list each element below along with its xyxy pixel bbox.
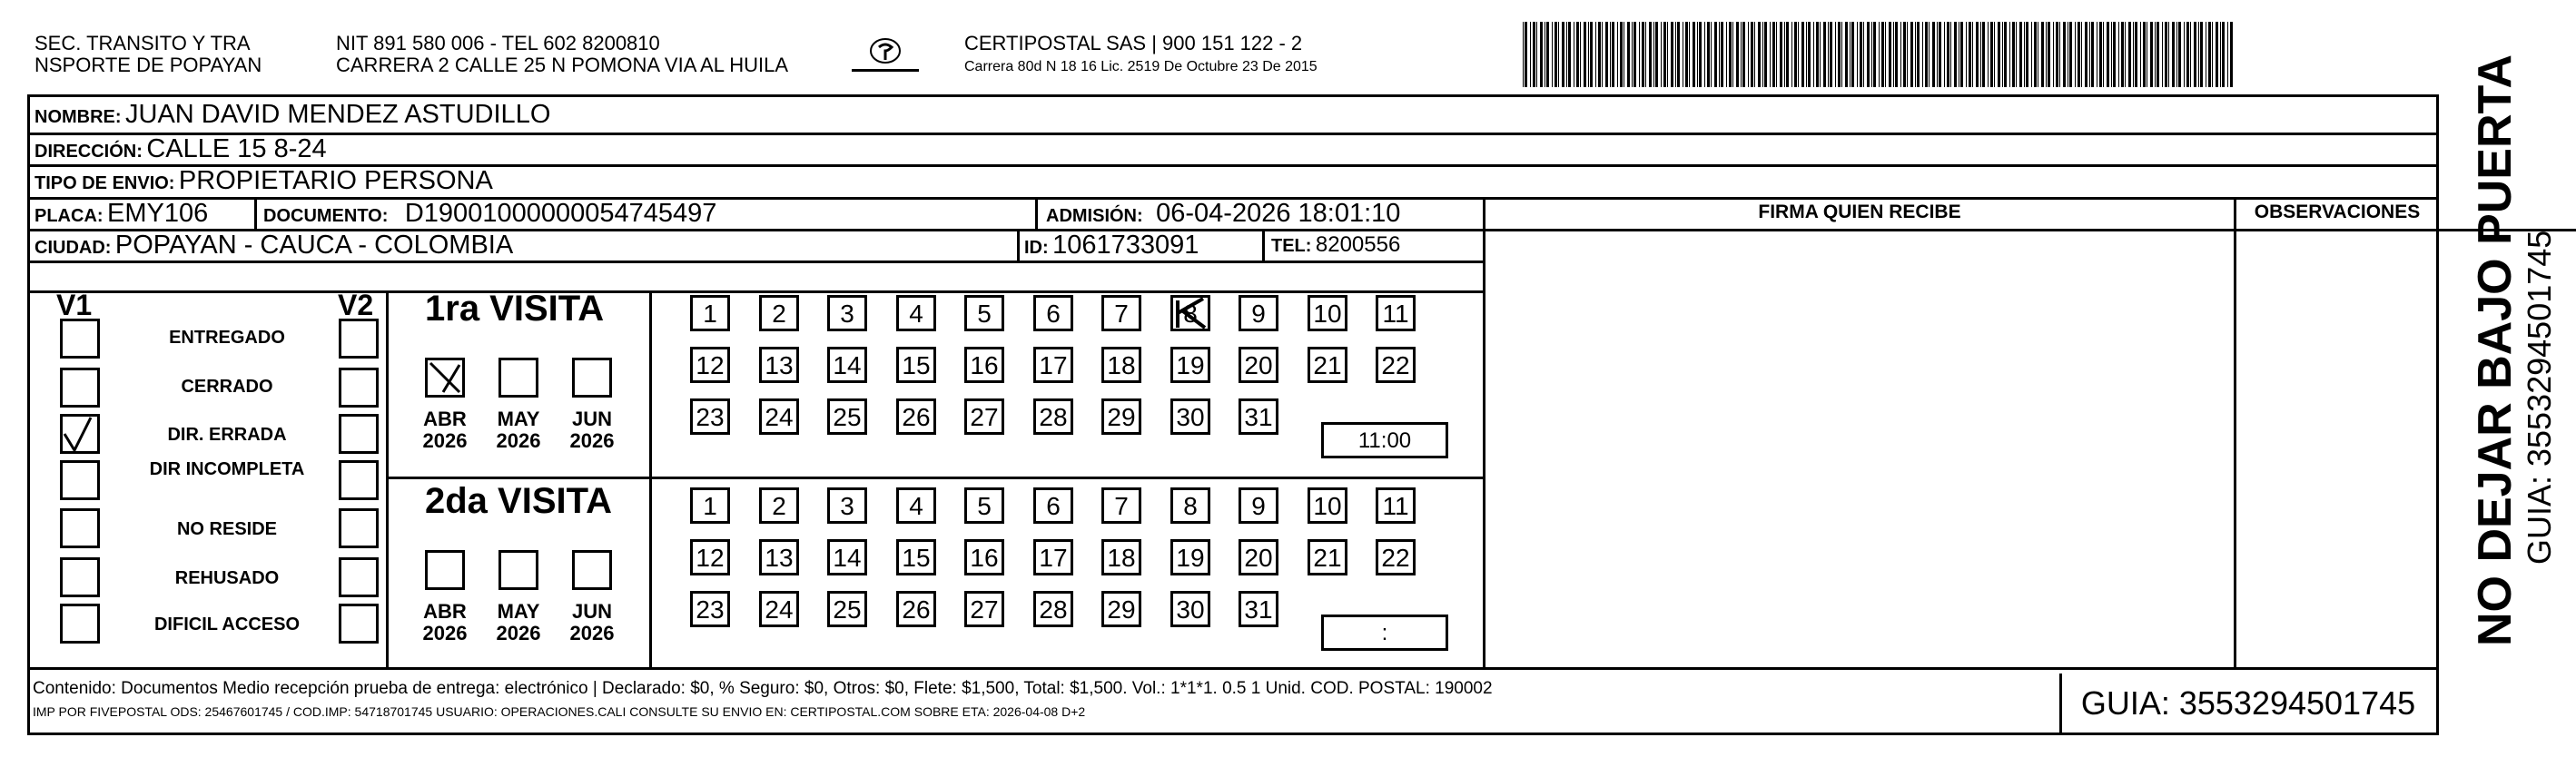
- visit-day-box[interactable]: 4: [896, 487, 936, 524]
- name-field: [35, 98, 550, 135]
- second-visit-year-may: 2026: [496, 622, 541, 644]
- visit-day-box[interactable]: 27: [964, 591, 1004, 627]
- visit-day-box[interactable]: 18: [1101, 347, 1141, 383]
- signature-column-title: FIRMA QUIEN RECIBE: [1758, 202, 1961, 222]
- rule: [386, 477, 1483, 479]
- tel-field: [1271, 229, 1400, 264]
- visit-day-box[interactable]: 30: [1170, 398, 1210, 435]
- certipostal-logo-icon: [844, 34, 926, 76]
- visit-day-box[interactable]: 7: [1101, 295, 1141, 331]
- v1-checkbox-rehusado[interactable]: [60, 557, 100, 597]
- visit-day-box[interactable]: 26: [896, 398, 936, 435]
- v2-checkbox-cerrado[interactable]: [339, 368, 379, 408]
- visit-day-box[interactable]: 12: [690, 347, 730, 383]
- visit-day-box[interactable]: 2: [759, 295, 799, 331]
- second-visit-month-checkbox-abr[interactable]: [425, 550, 465, 590]
- visit-day-box[interactable]: 29: [1101, 398, 1141, 435]
- visit-day-box[interactable]: 9: [1239, 487, 1278, 524]
- second-visit-year-jun: 2026: [569, 622, 615, 644]
- reason-label-dificil-acceso: DIFICIL ACCESO: [153, 615, 300, 634]
- sender-office-line1: SEC. TRANSITO Y TRA: [35, 32, 251, 54]
- visit-day-box[interactable]: 9: [1239, 295, 1278, 331]
- visit-day-box[interactable]: 20: [1239, 347, 1278, 383]
- visit-day-box[interactable]: 4: [896, 295, 936, 331]
- courier-address: Carrera 80d N 18 16 Lic. 2519 De Octubre 23 De 2015: [964, 59, 1318, 74]
- rule: [2234, 197, 2236, 670]
- observations-column-title: OBSERVACIONES: [2254, 202, 2421, 222]
- sender-address: CARRERA 2 CALLE 25 N POMONA VIA AL HUILA: [336, 54, 789, 76]
- visit-day-box[interactable]: 17: [1033, 347, 1073, 383]
- footer-content-line: Contenido: Documentos Medio recepción prueba de entrega: electrónico | Declarado: $0, % Seguro: $0, Otros: $0, Flete: $1,500, Total: $1,500. Vol.: 1*1*1. 0.5 1 Unid. COD. POSTAL: 190002: [33, 679, 1493, 698]
- plate-label: PLACA:: [35, 206, 104, 226]
- visit-day-box[interactable]: 24: [759, 398, 799, 435]
- second-visit-month-checkbox-may[interactable]: [498, 550, 538, 590]
- address-value: CALLE 15 8-24: [146, 134, 327, 163]
- send-type-label: TIPO DE ENVIO:: [35, 173, 175, 193]
- rule: [254, 197, 257, 229]
- document-label: DOCUMENTO:: [263, 206, 389, 226]
- rule: [1483, 197, 1485, 670]
- reason-label-dir-incompleta: DIR INCOMPLETA: [149, 459, 305, 479]
- visit-day-box[interactable]: 11: [1376, 295, 1416, 331]
- v2-label: V2: [338, 289, 374, 321]
- first-visit-title: 1ra VISITA: [425, 289, 605, 329]
- visit-day-box[interactable]: 18: [1101, 539, 1141, 575]
- v2-checkbox-no-reside[interactable]: [339, 508, 379, 548]
- send-type-value: PROPIETARIO PERSONA: [178, 166, 493, 195]
- check-mark-icon: [60, 414, 100, 454]
- name-label: NOMBRE:: [35, 107, 122, 127]
- visit-day-box[interactable]: 30: [1170, 591, 1210, 627]
- plate-value: EMY106: [107, 199, 209, 228]
- rule: [386, 290, 389, 670]
- visit-day-box[interactable]: 5: [964, 295, 1004, 331]
- reason-label-no-reside: NO RESIDE: [176, 519, 278, 539]
- visit-day-box[interactable]: 29: [1101, 591, 1141, 627]
- visit-day-box[interactable]: 19: [1170, 347, 1210, 383]
- visit-day-box[interactable]: 10: [1308, 487, 1347, 524]
- second-visit-title: 2da VISITA: [425, 481, 612, 521]
- visit-day-box[interactable]: 23: [690, 398, 730, 435]
- visit-day-box[interactable]: 5: [964, 487, 1004, 524]
- rule: [1483, 229, 2576, 231]
- tel-label: TEL:: [1271, 236, 1312, 256]
- document-value: D19001000000054745497: [404, 199, 717, 228]
- second-visit-month-checkbox-jun[interactable]: [572, 550, 612, 590]
- visit-day-box[interactable]: 22: [1376, 539, 1416, 575]
- barcode-icon: [1523, 22, 2240, 93]
- v2-checkbox-entregado[interactable]: [339, 319, 379, 359]
- visit-day-box[interactable]: 16: [964, 347, 1004, 383]
- visit-day-box[interactable]: 26: [896, 591, 936, 627]
- v1-label: V1: [56, 289, 93, 321]
- city-field: [35, 229, 513, 266]
- visit-day-box[interactable]: 3: [827, 487, 867, 524]
- sender-nit: NIT 891 580 006 - TEL 602 8200810: [336, 32, 660, 54]
- name-value: JUAN DAVID MENDEZ ASTUDILLO: [125, 100, 551, 129]
- send-type-field: [35, 164, 493, 202]
- visit-day-box[interactable]: 8: [1170, 487, 1210, 524]
- visit-day-box[interactable]: 6: [1033, 295, 1073, 331]
- visit-day-box[interactable]: 24: [759, 591, 799, 627]
- v2-checkbox-dificil-acceso[interactable]: [339, 604, 379, 644]
- visit-day-box[interactable]: 12: [690, 539, 730, 575]
- id-field: [1024, 229, 1199, 266]
- visit-day-box[interactable]: 14: [827, 539, 867, 575]
- visit-day-box[interactable]: 8: [1170, 295, 1210, 331]
- second-visit-year-abr: 2026: [422, 622, 468, 644]
- visit-day-box[interactable]: 17: [1033, 539, 1073, 575]
- reason-label-rehusado: REHUSADO: [174, 568, 280, 588]
- city-label: CIUDAD:: [35, 238, 112, 258]
- visit-day-box[interactable]: 6: [1033, 487, 1073, 524]
- visit-day-box[interactable]: 22: [1376, 347, 1416, 383]
- admission-value: 06-04-2026 18:01:10: [1156, 199, 1401, 228]
- v1-checkbox-dir-incompleta[interactable]: [60, 460, 100, 500]
- visit-day-box[interactable]: 11: [1376, 487, 1416, 524]
- visit-day-box[interactable]: 15: [896, 539, 936, 575]
- reason-label-cerrado: CERRADO: [181, 377, 273, 397]
- second-visit-month-may: MAY: [497, 600, 540, 623]
- first-visit-year-jun: 2026: [569, 429, 615, 452]
- visit-day-box[interactable]: 13: [759, 347, 799, 383]
- visit-day-box[interactable]: 1: [690, 487, 730, 524]
- footer-imp-line: IMP POR FIVEPOSTAL ODS: 25467601745 / COD.IMP: 54718701745 USUARIO: OPERACIONES.CALI CONSULTE SU ENVIO EN: CERTIPOSTAL.COM SOBRE ETA: 2026-04-08 D+2: [33, 704, 1086, 719]
- first-visit-year-may: 2026: [496, 429, 541, 452]
- courier-name: CERTIPOSTAL SAS | 900 151 122 - 2: [964, 32, 1303, 54]
- first-visit-hour-box[interactable]: 11:00: [1321, 422, 1448, 458]
- rule: [1017, 229, 1020, 261]
- side-guide-number: GUIA: 3553294501745: [2521, 230, 2558, 565]
- visit-day-box[interactable]: 27: [964, 398, 1004, 435]
- first-visit-month-jun: JUN: [571, 408, 612, 430]
- visit-day-box[interactable]: 2: [759, 487, 799, 524]
- cross-mark-icon: [1170, 295, 1210, 331]
- visit-day-box[interactable]: 16: [964, 539, 1004, 575]
- visit-day-box[interactable]: 14: [827, 347, 867, 383]
- visit-day-box[interactable]: 28: [1033, 591, 1073, 627]
- id-label: ID:: [1024, 238, 1049, 258]
- visit-day-box[interactable]: 3: [827, 295, 867, 331]
- visit-day-box[interactable]: 23: [690, 591, 730, 627]
- address-label: DIRECCIÓN:: [35, 142, 143, 162]
- visit-day-box[interactable]: 10: [1308, 295, 1347, 331]
- first-visit-month-checkbox-jun[interactable]: [572, 358, 612, 398]
- v2-checkbox-rehusado[interactable]: [339, 557, 379, 597]
- v1-checkbox-dificil-acceso[interactable]: [60, 604, 100, 644]
- visit-day-box[interactable]: 15: [896, 347, 936, 383]
- second-visit-hour-box[interactable]: :: [1321, 615, 1448, 651]
- visit-day-box[interactable]: 13: [759, 539, 799, 575]
- visit-day-box[interactable]: 21: [1308, 539, 1347, 575]
- first-visit-year-abr: 2026: [422, 429, 468, 452]
- reason-label-entregado: ENTREGADO: [169, 328, 285, 348]
- tel-value: 8200556: [1315, 232, 1401, 257]
- v2-checkbox-dir-incompleta[interactable]: [339, 460, 379, 500]
- visit-day-box[interactable]: 7: [1101, 487, 1141, 524]
- first-visit-month-abr: ABR: [423, 408, 467, 430]
- first-visit-month-checkbox-abr[interactable]: [425, 358, 465, 398]
- city-value: POPAYAN - CAUCA - COLOMBIA: [114, 231, 514, 260]
- reason-label-dir-errada: DIR. ERRADA: [167, 425, 287, 445]
- rule: [649, 290, 652, 670]
- sender-office-line2: NSPORTE DE POPAYAN: [35, 54, 262, 76]
- v1-checkbox-dir-errada[interactable]: [60, 414, 100, 454]
- visit-day-box[interactable]: 25: [827, 398, 867, 435]
- footer-guide-number: GUIA: 3553294501745: [2059, 674, 2434, 733]
- visit-day-box[interactable]: 20: [1239, 539, 1278, 575]
- admission-label: ADMISIÓN:: [1046, 206, 1143, 226]
- v2-checkbox-dir-errada[interactable]: [339, 414, 379, 454]
- rule: [27, 290, 1483, 293]
- v1-checkbox-cerrado[interactable]: [60, 368, 100, 408]
- first-visit-month-checkbox-may[interactable]: [498, 358, 538, 398]
- visit-day-box[interactable]: 25: [827, 591, 867, 627]
- v1-checkbox-no-reside[interactable]: [60, 508, 100, 548]
- visit-day-box[interactable]: 21: [1308, 347, 1347, 383]
- visit-day-box[interactable]: 31: [1239, 591, 1278, 627]
- second-visit-month-abr: ABR: [423, 600, 467, 623]
- visit-day-box[interactable]: 1: [690, 295, 730, 331]
- visit-day-box[interactable]: 19: [1170, 539, 1210, 575]
- v1-checkbox-entregado[interactable]: [60, 319, 100, 359]
- first-visit-month-may: MAY: [497, 408, 540, 430]
- check-mark-icon: [425, 358, 465, 398]
- visit-day-box[interactable]: 31: [1239, 398, 1278, 435]
- visit-day-box[interactable]: 28: [1033, 398, 1073, 435]
- rule: [1035, 197, 1038, 229]
- id-value: 1061733091: [1052, 231, 1199, 260]
- second-visit-month-jun: JUN: [571, 600, 612, 623]
- no-dejar-bajo-puerta-warning: NO DEJAR BAJO PUERTA: [2469, 54, 2522, 646]
